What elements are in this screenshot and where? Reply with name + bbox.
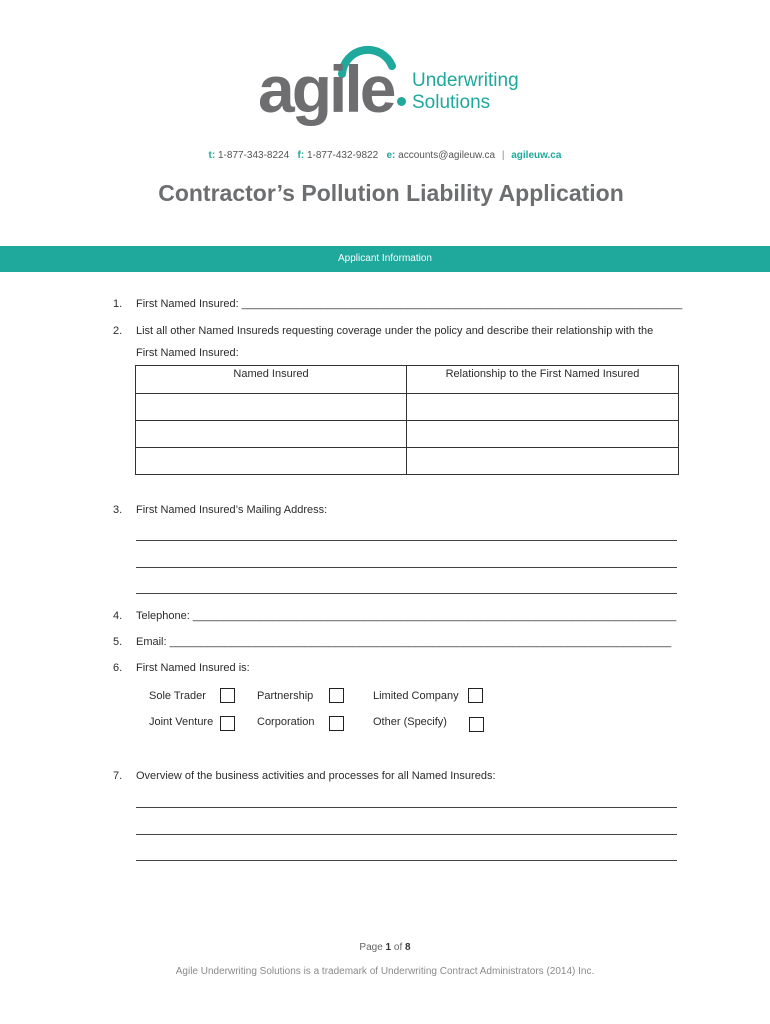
trademark-footer: Agile Underwriting Solutions is a trademark of Underwriting Contract Administrators (2014) Inc. (175, 966, 595, 977)
checkbox-sole-trader[interactable] (220, 688, 235, 703)
table-row (136, 448, 679, 475)
q7-label: Overview of the business activities and processes for all Named Insureds: (136, 770, 496, 782)
q3-number: 3. (113, 504, 123, 516)
table-cell[interactable] (136, 448, 407, 475)
logo-dot-icon (397, 97, 406, 106)
page-total: 8 (405, 942, 411, 953)
email-label: e: (386, 150, 396, 161)
q1-label: First Named Insured: (136, 298, 239, 310)
address-line-2[interactable] (136, 567, 677, 568)
q6-number: 6. (113, 662, 123, 674)
page-of: of (393, 942, 403, 953)
q2-line1: List all other Named Insureds requesting coverage under the policy and describe their relationship with the (136, 325, 654, 337)
overview-line-3[interactable] (136, 860, 677, 861)
table-cell[interactable] (136, 394, 407, 421)
checkbox-corporation[interactable] (329, 716, 344, 731)
q6-label: First Named Insured is: (136, 662, 250, 674)
separator: | (501, 150, 505, 161)
table-header-relationship: Relationship to the First Named Insured (407, 366, 679, 394)
q1-field[interactable] (136, 298, 682, 310)
q4-label: Telephone: (136, 610, 190, 622)
table-cell[interactable] (407, 448, 679, 475)
q4-number: 4. (113, 610, 123, 622)
entity-label-partnership: Partnership (257, 690, 314, 702)
q2-line2: First Named Insured: (136, 347, 239, 359)
q5-number: 5. (113, 636, 123, 648)
table-row (136, 421, 679, 448)
q4-blank[interactable]: _______________________________________________________________________________ (192, 610, 677, 622)
q1-blank[interactable]: ________________________________________________________________________ (241, 298, 683, 310)
logo-wordmark: agile (258, 52, 394, 126)
address-line-1[interactable] (136, 540, 677, 541)
page-current: 1 (385, 942, 392, 953)
entity-label-limited-company: Limited Company (373, 690, 459, 702)
table-cell[interactable] (407, 421, 679, 448)
overview-line-1[interactable] (136, 807, 677, 808)
entity-label-sole-trader: Sole Trader (149, 690, 206, 702)
fax-number: 1-877-432-9822 (306, 150, 379, 161)
q2-number: 2. (113, 325, 123, 337)
named-insureds-table (135, 365, 679, 475)
table-row (136, 394, 679, 421)
address-line-3[interactable] (136, 593, 677, 594)
tagline-line1: Underwriting (412, 70, 519, 91)
phone-number[interactable]: 1-877-343-8224 (218, 150, 290, 161)
table-header-row (136, 366, 679, 394)
entity-label-joint-venture: Joint Venture (149, 716, 214, 728)
q4-field[interactable] (136, 610, 676, 622)
q3-label: First Named Insured’s Mailing Address: (136, 504, 328, 516)
email-link[interactable]: accounts@agileuw.ca (398, 150, 496, 161)
overview-line-2[interactable] (136, 834, 677, 835)
q7-number: 7. (113, 770, 123, 782)
table-cell[interactable] (136, 421, 407, 448)
entity-label-corporation: Corporation (257, 716, 315, 728)
website-link[interactable]: agileuw.ca (511, 150, 562, 161)
checkbox-joint-venture[interactable] (220, 716, 235, 731)
table-header-named-insured: Named Insured (136, 366, 407, 394)
checkbox-other[interactable] (469, 717, 484, 732)
checkbox-partnership[interactable] (329, 688, 344, 703)
logo-tagline (412, 70, 519, 114)
page-number (0, 942, 770, 953)
entity-label-other: Other (Specify) (373, 716, 447, 728)
contact-line (0, 150, 770, 161)
fax-label: f: (297, 150, 305, 161)
phone-label: t: (208, 150, 216, 161)
q5-field[interactable] (136, 636, 671, 648)
q5-blank[interactable]: __________________________________________________________________________________ (169, 636, 672, 648)
q1-number: 1. (113, 298, 123, 310)
q5-label: Email: (136, 636, 167, 648)
page-prefix: Page (359, 942, 383, 953)
page-title: Contractor’s Pollution Liability Application (158, 180, 624, 206)
table-cell[interactable] (407, 394, 679, 421)
tagline-line2: Solutions (412, 92, 491, 113)
checkbox-limited-company[interactable] (468, 688, 483, 703)
section-banner: Applicant Information (0, 246, 770, 272)
